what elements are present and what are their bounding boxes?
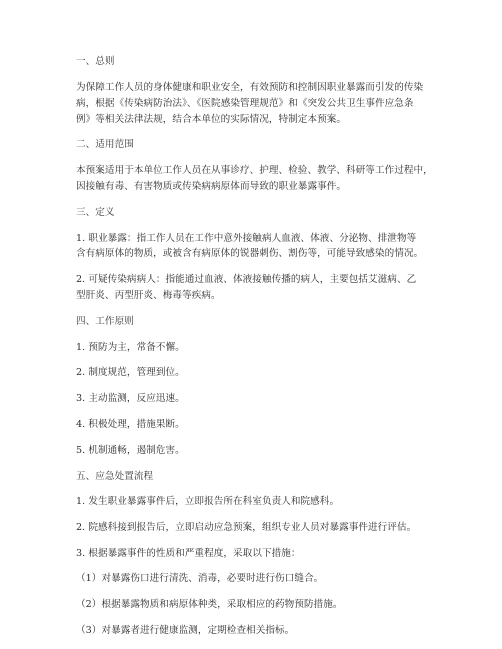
principle-item: 3. 主动监测，反应迅速。 — [76, 393, 185, 404]
definition-line: 含有病原体的物质，或被含有病原体的锐器刺伤、割伤等，可能导致感染的情况。 — [76, 248, 424, 259]
process-step: 1. 发生职业暴露事件后，立即报告所在科室负责人和院感科。 — [76, 496, 340, 507]
measure-item: （3）对暴露者进行健康监测，定期检查相关指标。 — [76, 625, 295, 636]
paragraph-line: 因接触有毒、有害物质或传染病病原体而导致的职业暴露事件。 — [76, 181, 347, 192]
section-heading-scope: 二、适用范围 — [76, 139, 134, 150]
principle-item: 4. 积极处理，措施果断。 — [76, 419, 185, 430]
section-heading-emergency-process: 五、应急处置流程 — [76, 471, 154, 482]
section-heading-principles: 四、工作原则 — [76, 316, 134, 327]
principle-item: 2. 制度规范，管理到位。 — [76, 367, 185, 378]
section-heading-general: 一、总则 — [76, 56, 115, 67]
principle-item: 1. 预防为主，常备不懈。 — [76, 342, 185, 353]
measure-item: （2）根据暴露物质和病原体种类，采取相应的药物预防措施。 — [76, 599, 343, 610]
paragraph-line: 本预案适用于本单位工作人员在从事诊疗、护理、检验、教学、科研等工作过程中， — [76, 165, 433, 176]
section-heading-definitions: 三、定义 — [76, 207, 115, 218]
paragraph-line: 为保障工作人员的身体健康和职业安全，有效预防和控制因职业暴露而引发的传染 — [76, 82, 424, 93]
definition-line: 1. 职业暴露：指工作人员在工作中意外接触病人血液、体液、分泌物、排泄物等 — [76, 233, 417, 244]
definition-line: 型肝炎、丙型肝炎、梅毒等疾病。 — [76, 290, 221, 301]
process-step: 2. 院感科接到报告后，立即启动应急预案，组织专业人员对暴露事件进行评估。 — [76, 522, 417, 533]
paragraph-line: 例》等相关法律法规，结合本单位的实际情况，特制定本预案。 — [76, 114, 347, 125]
principle-item: 5. 机制通畅，遏制危害。 — [76, 445, 185, 456]
definition-line: 2. 可疑传染病病人：指能通过血液、体液接触传播的病人，主要包括艾滋病、乙 — [76, 274, 417, 285]
measure-item: （1）对暴露伤口进行清洗、消毒，必要时进行伤口缝合。 — [76, 573, 324, 584]
process-step: 3. 根据暴露事件的性质和严重程度，采取以下措施： — [76, 548, 301, 559]
paragraph-line: 病，根据《传染病防治法》、《医院感染管理规范》和《突发公共卫生事件应急条 — [76, 98, 414, 109]
